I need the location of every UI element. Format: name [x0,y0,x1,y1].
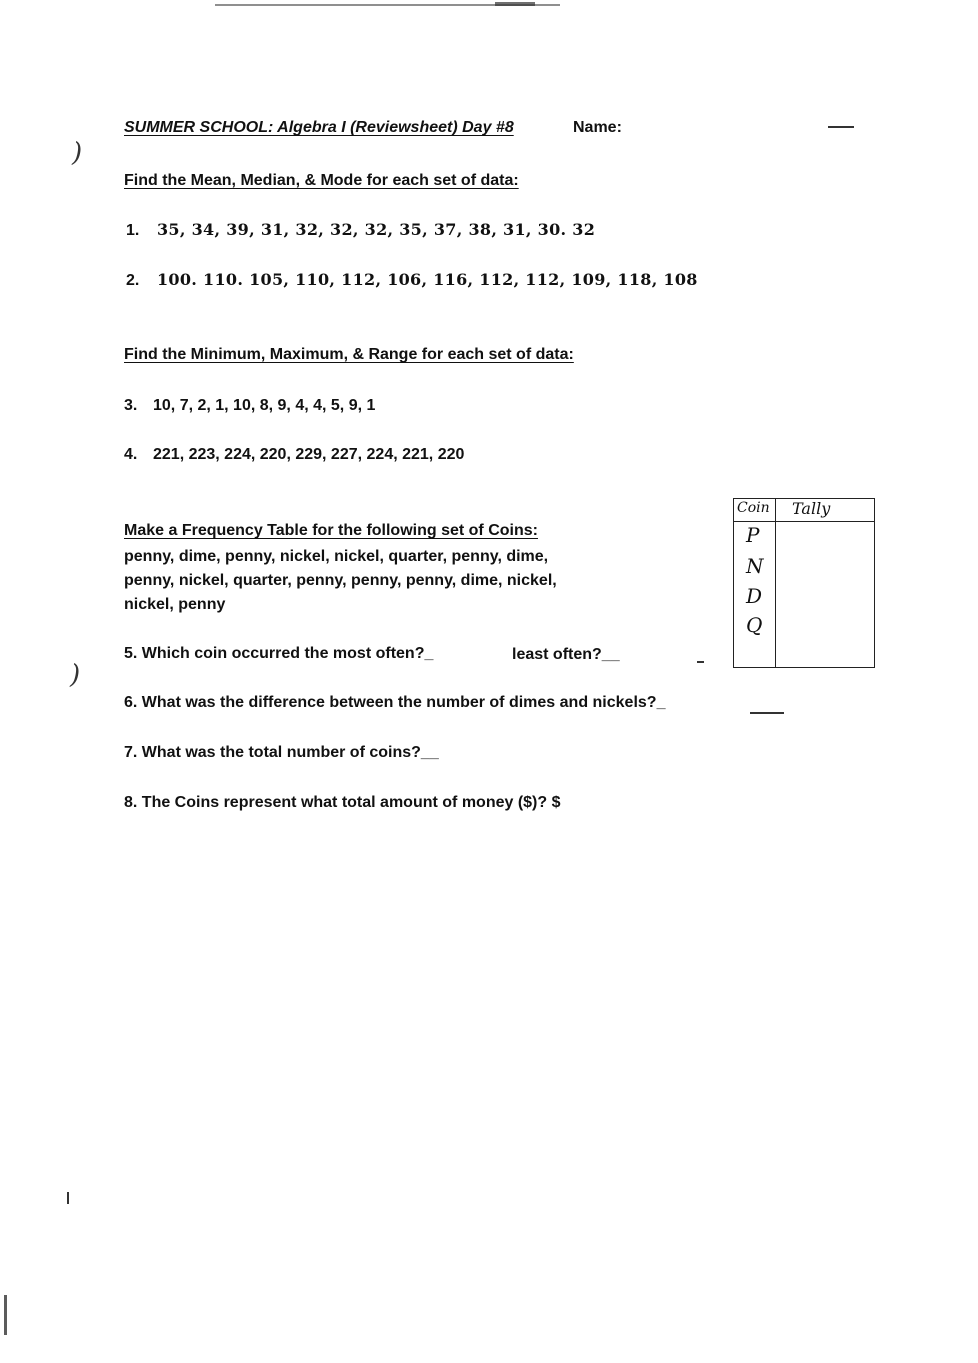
data-set-4: 221, 223, 224, 220, 229, 227, 224, 221, 220 [153,446,465,463]
section-heading-frequency-table: Make a Frequency Table for the following set of Coins: [124,522,538,539]
tally-col-tally-header: Tally [792,499,831,518]
question-number: 3. [124,397,138,414]
scan-artifact-top-mark [495,2,535,6]
question-7-total-coins: 7. What was the total number of coins?__ [124,744,439,761]
tally-row-quarter: Q [746,613,763,637]
worksheet-title: SUMMER SCHOOL: Algebra I (Reviewsheet) Day #8 [124,119,514,136]
question-5-most-often: 5. Which coin occurred the most often?_ [124,645,434,662]
answer-tick [697,661,704,663]
answer-blank-6 [750,712,784,714]
question-8-total-money: 8. The Coins represent what total amount of money ($)? $ [124,794,561,811]
margin-mark: ) [70,660,81,690]
question-number: 2. [126,272,140,289]
coin-list-line: nickel, penny [124,596,226,613]
worksheet-header [124,119,514,137]
scan-mark [67,1192,69,1204]
tally-row-nickel: N [746,554,764,578]
tally-col-coin-header: Coin [737,500,770,516]
data-set-3: 10, 7, 2, 1, 10, 8, 9, 4, 4, 5, 9, 1 [153,397,376,414]
name-label: Name: [573,119,622,136]
coin-list-line: penny, dime, penny, nickel, nickel, quarter, penny, dime, [124,548,549,565]
coin-list [124,545,557,617]
tally-row-dime: D [746,584,763,608]
section-heading-mean-median-mode: Find the Mean, Median, & Mode for each set of data: [124,172,519,189]
section-heading-min-max-range: Find the Minimum, Maximum, & Range for each set of data: [124,346,574,363]
data-set-2: 100. 110. 105, 110, 112, 106, 116, 112, 112, 109, 118, 108 [157,270,698,289]
question-number: 1. [126,222,140,239]
margin-mark: ) [72,138,83,168]
data-set-1: 35, 34, 39, 31, 32, 32, 32, 35, 37, 38, 31, 30. 32 [157,220,596,239]
tally-table [733,498,875,668]
scan-mark [4,1295,7,1335]
margin-dash [828,126,854,128]
coin-list-line: penny, nickel, quarter, penny, penny, penny, dime, nickel, [124,572,557,589]
tally-table-divider [775,499,776,667]
tally-row-penny: P [746,523,760,547]
tally-table-header-rule [734,521,874,522]
question-6-difference: 6. What was the difference between the number of dimes and nickels?_ [124,694,666,711]
question-number: 4. [124,446,138,463]
question-5-least-often: least often?__ [512,646,620,663]
